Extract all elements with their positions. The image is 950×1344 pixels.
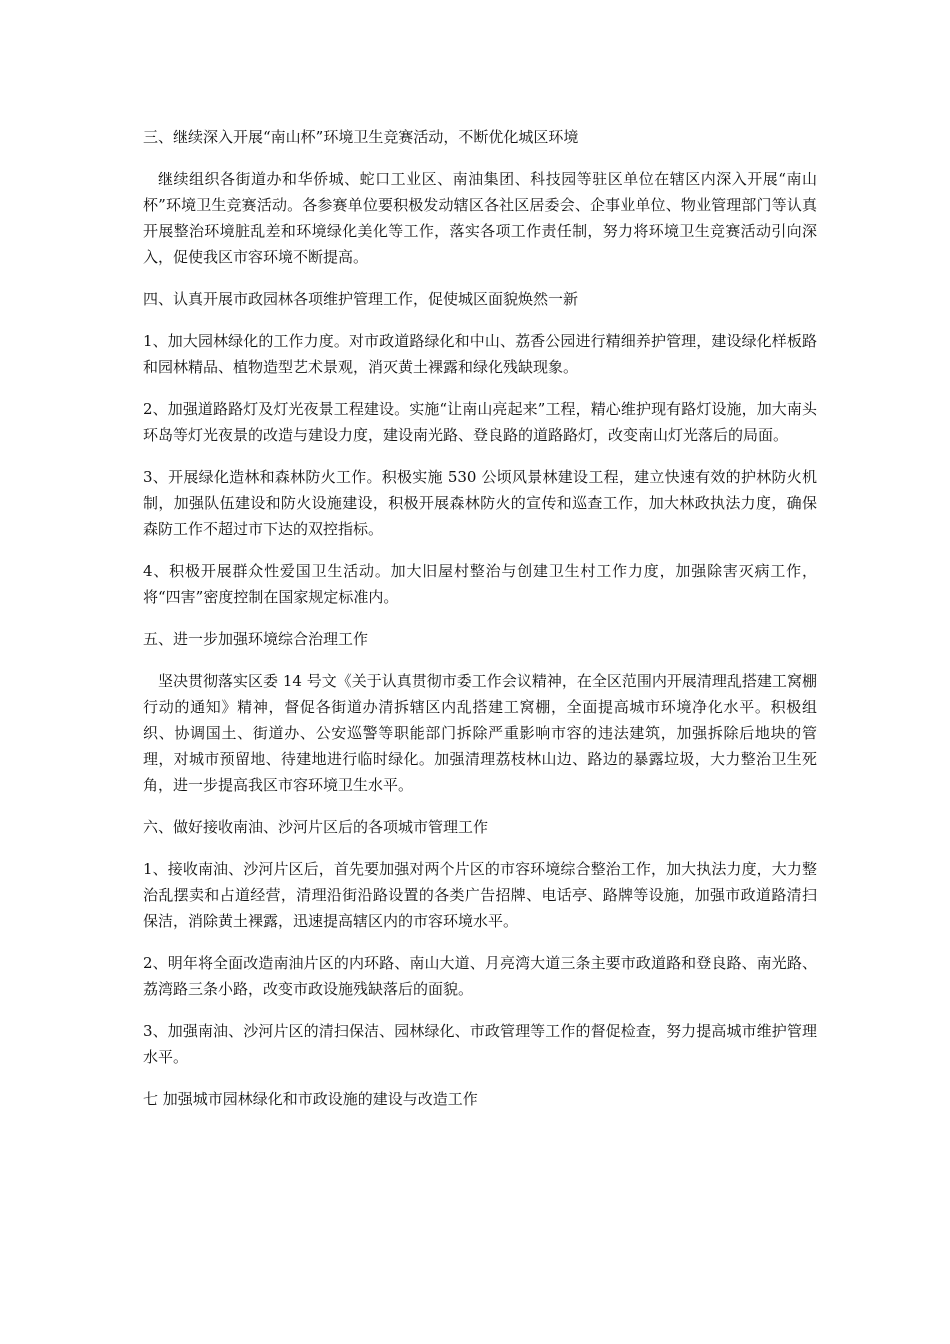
heading-section-4: 四、认真开展市政园林各项维护管理工作，促使城区面貌焕然一新 (143, 290, 579, 308)
list-item: 3、开展绿化造林和森林防火工作。积极实施 530 公顷风景林建设工程，建立快速有效的护林防火机制，加强队伍建设和防火设施建设，积极开展森林防火的宣传和巡查工作，加大林政执法力度，确保森防工作不超过市下达的双控指标。 (143, 468, 817, 538)
list-item: 2、明年将全面改造南油片区的内环路、南山大道、月亮湾大道三条主要市政道路和登良路、南光路、荔湾路三条小路，改变市政设施残缺落后的面貌。 (143, 954, 817, 998)
heading-section-7: 七 加强城市园林绿化和市政设施的建设与改造工作 (143, 1090, 478, 1108)
heading-section-3: 三、继续深入开展“南山杯”环境卫生竞赛活动，不断优化城区环境 (143, 128, 579, 146)
body-paragraph: 继续组织各街道办和华侨城、蛇口工业区、南油集团、科技园等驻区单位在辖区内深入开展“南山杯”环境卫生竞赛活动。各参赛单位要积极发动辖区各社区居委会、企事业单位、物业管理部门等认真开展整治环境脏乱差和环境绿化美化等工作，落实各项工作责任制，努力将环境卫生竞赛活动引向深入，促使我区市容环境不断提高。 (143, 170, 817, 266)
list-item: 3、加强南油、沙河片区的清扫保洁、园林绿化、市政管理等工作的督促检查，努力提高城市维护管理水平。 (143, 1022, 817, 1066)
list-item: 2、加强道路路灯及灯光夜景工程建设。实施“让南山亮起来”工程，精心维护现有路灯设施，加大南头环岛等灯光夜景的改造与建设力度，建设南光路、登良路的道路路灯，改变南山灯光落后的局面。 (143, 400, 817, 444)
document-page (143, 124, 817, 1128)
list-item: 1、接收南油、沙河片区后，首先要加强对两个片区的市容环境综合整治工作，加大执法力度，大力整治乱摆卖和占道经营，清理沿街沿路设置的各类广告招牌、电话亭、路牌等设施，加强市政道路清扫保洁，消除黄土裸露，迅速提高辖区内的市容环境水平。 (143, 860, 817, 930)
heading-section-6: 六、做好接收南油、沙河片区后的各项城市管理工作 (143, 818, 489, 836)
list-item: 1、加大园林绿化的工作力度。对市政道路绿化和中山、荔香公园进行精细养护管理，建设绿化样板路和园林精品、植物造型艺术景观，消灭黄土裸露和绿化残缺现象。 (143, 332, 817, 376)
list-item: 4、积极开展群众性爱国卫生活动。加大旧屋村整治与创建卫生村工作力度，加强除害灭病工作，将“四害”密度控制在国家规定标准内。 (143, 562, 817, 606)
heading-section-5: 五、进一步加强环境综合治理工作 (143, 630, 369, 648)
body-paragraph: 坚决贯彻落实区委 14 号文《关于认真贯彻市委工作会议精神，在全区范围内开展清理乱搭建工窝棚行动的通知》精神，督促各街道办清拆辖区内乱搭建工窝棚，全面提高城市环境净化水平。积极组织、协调国土、街道办、公安巡警等职能部门拆除严重影响市容的违法建筑，加强拆除后地块的管理，对城市预留地、待建地进行临时绿化。加强清理荔枝林山边、路边的暴露垃圾，大力整治卫生死角，进一步提高我区市容环境卫生水平。 (143, 672, 817, 794)
